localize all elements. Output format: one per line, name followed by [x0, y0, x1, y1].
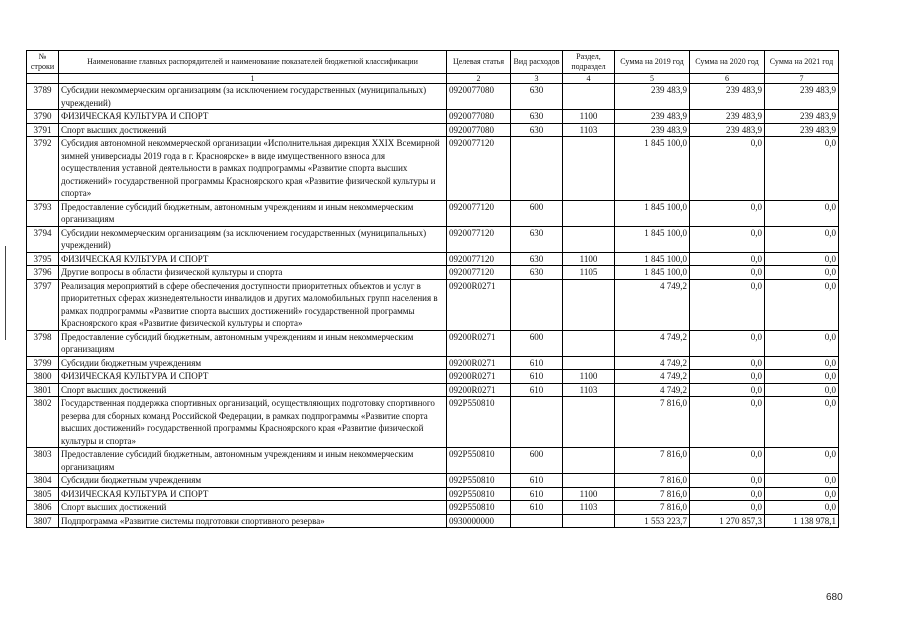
- row-sum-2021-cell: 0,0: [765, 330, 839, 356]
- row-section-cell: [563, 200, 615, 226]
- row-name-cell: Спорт высших достижений: [59, 383, 447, 397]
- table-body: [27, 84, 839, 528]
- row-name-cell: Субсидия автономной некоммерческой организации «Исполнительная дирекция XXIX Всемирной зимней универсиады 2019 года в г. Красноярске» в виде имущественного взноса для осуществления уставной деятельности в рамках подпрограммы «Развитие спорта высших достижений» государственной программы Красноярского края «Развитие физической культуры и спорта»: [59, 137, 447, 201]
- row-expense-type-cell: [511, 137, 563, 201]
- row-number-cell: 3805: [27, 487, 59, 501]
- row-section-cell: 1100: [563, 110, 615, 124]
- row-name-cell: Государственная поддержка спортивных организаций, осуществляющих подготовку спортивного резерва для сборных команд Российской Федерации, в рамках подпрограммы «Развитие спорта высших достижений» государственной программы Красноярского края «Развитие физической культуры и спорта»: [59, 397, 447, 448]
- row-sum-2021-cell: 0,0: [765, 397, 839, 448]
- table-row: [27, 383, 839, 397]
- row-expense-type-cell: 630: [511, 110, 563, 124]
- table-row: [27, 356, 839, 370]
- row-sum-2020-cell: 0,0: [690, 279, 765, 330]
- row-sum-2019-cell: 4 749,2: [615, 356, 690, 370]
- table-row: [27, 84, 839, 110]
- row-target-cell: 0920077120: [447, 200, 511, 226]
- row-name-cell: Субсидии некоммерческим организациям (за исключением государственных (муниципальных) учреждений): [59, 84, 447, 110]
- row-name-cell: ФИЗИЧЕСКАЯ КУЛЬТУРА И СПОРТ: [59, 110, 447, 124]
- row-target-cell: 09200R0271: [447, 356, 511, 370]
- row-sum-2021-cell: 1 138 978,1: [765, 514, 839, 528]
- row-sum-2021-cell: 0,0: [765, 474, 839, 488]
- row-sum-2019-cell: 4 749,2: [615, 383, 690, 397]
- row-target-cell: 0920077120: [447, 226, 511, 252]
- row-section-cell: 1105: [563, 266, 615, 280]
- row-sum-2021-cell: 0,0: [765, 501, 839, 515]
- row-sum-2020-cell: 239 483,9: [690, 110, 765, 124]
- row-expense-type-cell: 630: [511, 266, 563, 280]
- row-number-cell: 3796: [27, 266, 59, 280]
- column-number-row: [27, 74, 839, 84]
- header-name: Наименование главных распорядителей и наименование показателей бюджетной классификации: [59, 51, 447, 74]
- row-sum-2020-cell: 0,0: [690, 356, 765, 370]
- row-name-cell: ФИЗИЧЕСКАЯ КУЛЬТУРА И СПОРТ: [59, 487, 447, 501]
- row-section-cell: 1100: [563, 252, 615, 266]
- row-expense-type-cell: 610: [511, 474, 563, 488]
- row-name-cell: Предоставление субсидий бюджетным, автономным учреждениям и иным некоммерческим организациям: [59, 448, 447, 474]
- row-expense-type-cell: 600: [511, 200, 563, 226]
- column-number: 7: [765, 74, 839, 84]
- row-section-cell: [563, 448, 615, 474]
- row-name-cell: Подпрограмма «Развитие системы подготовки спортивного резерва»: [59, 514, 447, 528]
- page-number: 680: [826, 592, 843, 603]
- table-row: [27, 137, 839, 201]
- row-sum-2019-cell: 1 845 100,0: [615, 226, 690, 252]
- table-row: [27, 226, 839, 252]
- budget-table: [26, 50, 839, 528]
- row-target-cell: 09200R0271: [447, 383, 511, 397]
- row-sum-2021-cell: 0,0: [765, 266, 839, 280]
- row-number-cell: 3792: [27, 137, 59, 201]
- row-section-cell: [563, 356, 615, 370]
- row-sum-2019-cell: 239 483,9: [615, 110, 690, 124]
- row-sum-2019-cell: 7 816,0: [615, 501, 690, 515]
- row-number-cell: 3803: [27, 448, 59, 474]
- row-sum-2020-cell: 0,0: [690, 397, 765, 448]
- row-sum-2020-cell: 0,0: [690, 501, 765, 515]
- row-number-cell: 3807: [27, 514, 59, 528]
- table-row: [27, 279, 839, 330]
- row-sum-2021-cell: 0,0: [765, 383, 839, 397]
- row-sum-2019-cell: 239 483,9: [615, 123, 690, 137]
- row-name-cell: Реализация мероприятий в сфере обеспечения доступности приоритетных объектов и услуг в приоритетных сферах жизнедеятельности инвалидов и других маломобильных групп населения в рамках подпрограммы «Развитие спорта высших достижений» государственной программы Красноярского края «Развитие физической культуры и спорта»: [59, 279, 447, 330]
- row-sum-2021-cell: 0,0: [765, 279, 839, 330]
- row-sum-2019-cell: 4 749,2: [615, 370, 690, 384]
- row-sum-2020-cell: 1 270 857,3: [690, 514, 765, 528]
- row-name-cell: Спорт высших достижений: [59, 123, 447, 137]
- row-expense-type-cell: [511, 279, 563, 330]
- row-sum-2020-cell: 0,0: [690, 252, 765, 266]
- row-name-cell: Субсидии бюджетным учреждениям: [59, 474, 447, 488]
- row-sum-2021-cell: 239 483,9: [765, 110, 839, 124]
- row-sum-2021-cell: 239 483,9: [765, 84, 839, 110]
- table-row: [27, 200, 839, 226]
- row-section-cell: [563, 514, 615, 528]
- row-section-cell: [563, 137, 615, 201]
- row-sum-2020-cell: 239 483,9: [690, 84, 765, 110]
- row-sum-2021-cell: 239 483,9: [765, 123, 839, 137]
- table-row: [27, 397, 839, 448]
- row-section-cell: [563, 330, 615, 356]
- column-number: 2: [447, 74, 511, 84]
- row-sum-2021-cell: 0,0: [765, 487, 839, 501]
- row-number-cell: 3798: [27, 330, 59, 356]
- column-number: 3: [511, 74, 563, 84]
- row-sum-2019-cell: 4 749,2: [615, 330, 690, 356]
- row-name-cell: Другие вопросы в области физической культуры и спорта: [59, 266, 447, 280]
- header-section: Раздел, подраздел: [563, 51, 615, 74]
- row-sum-2020-cell: 0,0: [690, 226, 765, 252]
- row-name-cell: Субсидии бюджетным учреждениям: [59, 356, 447, 370]
- row-sum-2020-cell: 0,0: [690, 137, 765, 201]
- row-sum-2021-cell: 0,0: [765, 356, 839, 370]
- row-sum-2020-cell: 0,0: [690, 448, 765, 474]
- row-name-cell: ФИЗИЧЕСКАЯ КУЛЬТУРА И СПОРТ: [59, 252, 447, 266]
- row-number-cell: 3800: [27, 370, 59, 384]
- row-sum-2019-cell: 1 845 100,0: [615, 200, 690, 226]
- row-sum-2019-cell: 1 845 100,0: [615, 266, 690, 280]
- row-target-cell: 0920077120: [447, 137, 511, 201]
- row-sum-2019-cell: 4 749,2: [615, 279, 690, 330]
- row-target-cell: 092P550810: [447, 487, 511, 501]
- row-expense-type-cell: 610: [511, 370, 563, 384]
- row-sum-2019-cell: 1 845 100,0: [615, 137, 690, 201]
- table-row: [27, 501, 839, 515]
- row-target-cell: 0920077080: [447, 84, 511, 110]
- row-expense-type-cell: 610: [511, 356, 563, 370]
- row-number-cell: 3789: [27, 84, 59, 110]
- row-target-cell: 092P550810: [447, 397, 511, 448]
- row-section-cell: [563, 474, 615, 488]
- row-section-cell: [563, 279, 615, 330]
- row-number-cell: 3801: [27, 383, 59, 397]
- table-row: [27, 252, 839, 266]
- row-section-cell: 1100: [563, 370, 615, 384]
- row-target-cell: 0920077080: [447, 110, 511, 124]
- row-sum-2021-cell: 0,0: [765, 448, 839, 474]
- column-number: 1: [59, 74, 447, 84]
- row-target-cell: 092P550810: [447, 501, 511, 515]
- row-target-cell: 0930000000: [447, 514, 511, 528]
- header-sum-2019: Сумма на 2019 год: [615, 51, 690, 74]
- row-target-cell: 09200R0271: [447, 370, 511, 384]
- column-number: 6: [690, 74, 765, 84]
- row-section-cell: [563, 226, 615, 252]
- row-target-cell: 092P550810: [447, 474, 511, 488]
- row-expense-type-cell: 610: [511, 501, 563, 515]
- row-expense-type-cell: 630: [511, 226, 563, 252]
- row-sum-2020-cell: 0,0: [690, 383, 765, 397]
- row-sum-2021-cell: 0,0: [765, 137, 839, 201]
- row-expense-type-cell: [511, 397, 563, 448]
- row-sum-2020-cell: 0,0: [690, 266, 765, 280]
- row-sum-2021-cell: 0,0: [765, 200, 839, 226]
- row-expense-type-cell: 610: [511, 383, 563, 397]
- row-sum-2019-cell: 7 816,0: [615, 487, 690, 501]
- table-header-row: [27, 51, 839, 74]
- row-target-cell: 0920077120: [447, 266, 511, 280]
- row-expense-type-cell: 600: [511, 448, 563, 474]
- row-section-cell: 1103: [563, 383, 615, 397]
- row-section-cell: 1103: [563, 501, 615, 515]
- header-expense-type: Вид расходов: [511, 51, 563, 74]
- row-sum-2021-cell: 0,0: [765, 252, 839, 266]
- table-row: [27, 110, 839, 124]
- row-target-cell: 09200R0271: [447, 330, 511, 356]
- column-number: 5: [615, 74, 690, 84]
- row-name-cell: Предоставление субсидий бюджетным, автономным учреждениям и иным некоммерческим организациям: [59, 330, 447, 356]
- row-sum-2019-cell: 7 816,0: [615, 397, 690, 448]
- row-number-cell: 3795: [27, 252, 59, 266]
- row-expense-type-cell: [511, 514, 563, 528]
- row-section-cell: 1100: [563, 487, 615, 501]
- row-number-cell: 3791: [27, 123, 59, 137]
- table-row: [27, 330, 839, 356]
- row-target-cell: 0920077120: [447, 252, 511, 266]
- row-expense-type-cell: 630: [511, 123, 563, 137]
- row-sum-2021-cell: 0,0: [765, 370, 839, 384]
- table-row: [27, 370, 839, 384]
- row-name-cell: Предоставление субсидий бюджетным, автономным учреждениям и иным некоммерческим организациям: [59, 200, 447, 226]
- table-row: [27, 123, 839, 137]
- row-number-cell: 3799: [27, 356, 59, 370]
- row-name-cell: ФИЗИЧЕСКАЯ КУЛЬТУРА И СПОРТ: [59, 370, 447, 384]
- row-target-cell: 092P550810: [447, 448, 511, 474]
- row-number-cell: 3806: [27, 501, 59, 515]
- row-sum-2021-cell: 0,0: [765, 226, 839, 252]
- table-row: [27, 448, 839, 474]
- row-expense-type-cell: 600: [511, 330, 563, 356]
- table-row: [27, 487, 839, 501]
- row-expense-type-cell: 610: [511, 487, 563, 501]
- row-sum-2019-cell: 7 816,0: [615, 448, 690, 474]
- row-section-cell: [563, 397, 615, 448]
- row-sum-2020-cell: 0,0: [690, 370, 765, 384]
- header-target: Целевая статья: [447, 51, 511, 74]
- header-sum-2021: Сумма на 2021 год: [765, 51, 839, 74]
- row-sum-2020-cell: 0,0: [690, 474, 765, 488]
- row-section-cell: 1103: [563, 123, 615, 137]
- row-sum-2020-cell: 0,0: [690, 487, 765, 501]
- table-row: [27, 474, 839, 488]
- row-expense-type-cell: 630: [511, 252, 563, 266]
- row-number-cell: 3793: [27, 200, 59, 226]
- row-number-cell: 3790: [27, 110, 59, 124]
- binding-margin-line: [5, 246, 6, 340]
- row-sum-2020-cell: 0,0: [690, 200, 765, 226]
- header-row-no: № строки: [27, 51, 59, 74]
- row-sum-2019-cell: 1 553 223,7: [615, 514, 690, 528]
- row-sum-2020-cell: 0,0: [690, 330, 765, 356]
- row-number-cell: 3804: [27, 474, 59, 488]
- table-row: [27, 266, 839, 280]
- row-sum-2020-cell: 239 483,9: [690, 123, 765, 137]
- header-sum-2020: Сумма на 2020 год: [690, 51, 765, 74]
- row-target-cell: 09200R0271: [447, 279, 511, 330]
- row-sum-2019-cell: 239 483,9: [615, 84, 690, 110]
- row-number-cell: 3797: [27, 279, 59, 330]
- row-section-cell: [563, 84, 615, 110]
- row-number-cell: 3802: [27, 397, 59, 448]
- row-number-cell: 3794: [27, 226, 59, 252]
- column-number: 4: [563, 74, 615, 84]
- row-target-cell: 0920077080: [447, 123, 511, 137]
- row-sum-2019-cell: 1 845 100,0: [615, 252, 690, 266]
- table-row: [27, 514, 839, 528]
- column-number: [27, 74, 59, 84]
- row-name-cell: Субсидии некоммерческим организациям (за исключением государственных (муниципальных) учреждений): [59, 226, 447, 252]
- row-expense-type-cell: 630: [511, 84, 563, 110]
- row-name-cell: Спорт высших достижений: [59, 501, 447, 515]
- row-sum-2019-cell: 7 816,0: [615, 474, 690, 488]
